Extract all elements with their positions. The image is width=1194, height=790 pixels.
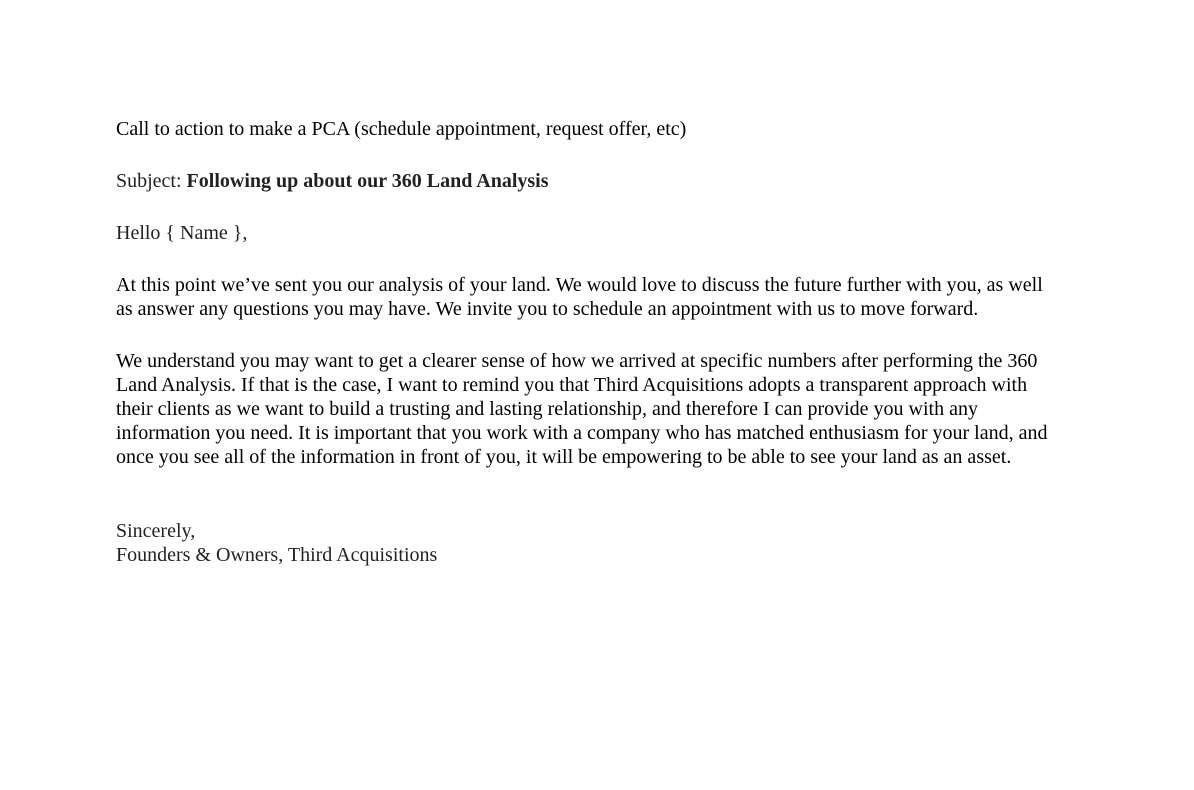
- subject-value: Following up about our 360 Land Analysis: [186, 170, 549, 192]
- closing: Sincerely,: [116, 520, 196, 542]
- subject-label: Subject:: [116, 170, 187, 192]
- document-heading: Call to action to make a PCA (schedule appointment, request offer, etc): [116, 118, 687, 140]
- paragraph-details: We understand you may want to get a clearer sense of how we arrived at specific numbers after performing the 360 Land Analysis. If that is the case, I want to remind you that Third Acquisitions adopts a transparent approach with their clients as we want to build a trusting and lasting relationship, and therefore I can provide you with any information you need. It is important that you work with a company who has matched enthusiasm for your land, and once you see all of the information in front of you, it will be empowering to be able to see your land as an asset.: [116, 350, 1048, 468]
- signature-block: [116, 519, 1056, 567]
- signature: Founders & Owners, Third Acquisitions: [116, 544, 438, 566]
- spacer: [116, 497, 1056, 519]
- paragraph-intro: At this point we’ve sent you our analysis of your land. We would love to discuss the future further with you, as well as answer any questions you may have. We invite you to schedule an appointment with us to move forward.: [116, 274, 1043, 320]
- document-body: [116, 117, 1056, 567]
- subject-line: [116, 169, 1056, 193]
- greeting: Hello { Name },: [116, 222, 248, 244]
